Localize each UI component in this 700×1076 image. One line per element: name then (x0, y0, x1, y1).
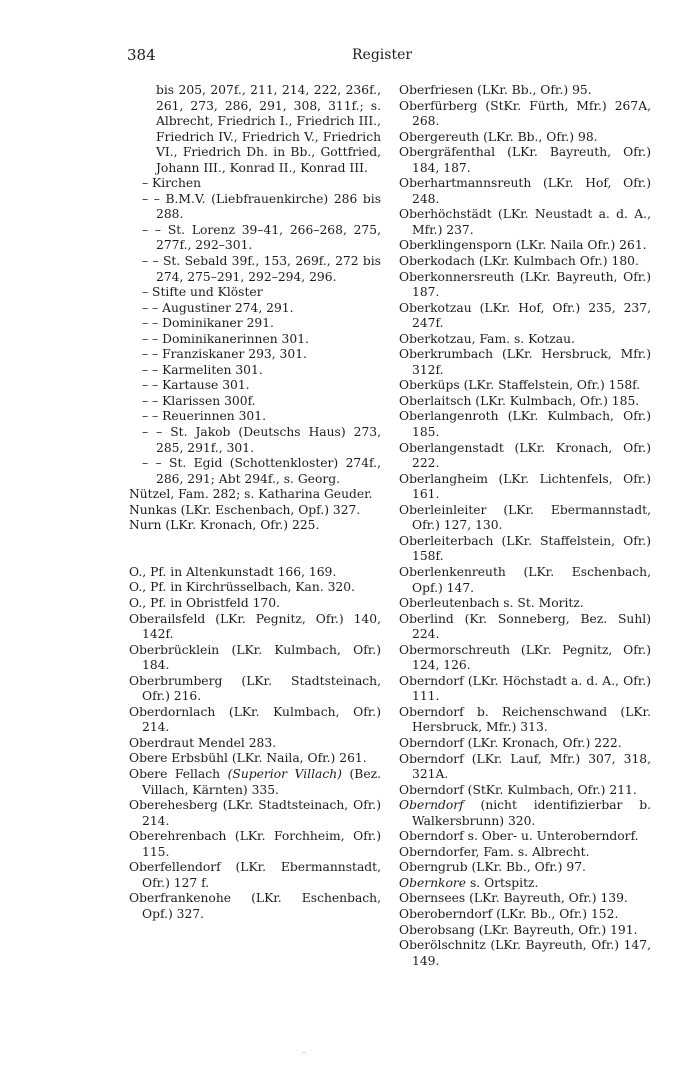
index-entry (129, 316, 381, 332)
entry-text: Oberhartmannsreuth (LKr. Hof, Ofr.) 248. (399, 176, 651, 206)
entry-text: Obergräfenthal (LKr. Bayreuth, Ofr.) 184, 187. (399, 145, 651, 175)
entry-text: – Stifte und Klöster (142, 285, 263, 300)
entry-text: Oberndorf (LKr. Höchstadt a. d. A., Ofr.) 111. (399, 673, 651, 704)
entry-text: Oberoberndorf (LKr. Bb., Ofr.) 152. (399, 906, 619, 921)
index-entry (129, 767, 381, 798)
entry-text: – – Franziskaner 293, 301. (142, 347, 307, 362)
page-mark (303, 1052, 305, 1053)
index-entry (399, 503, 651, 534)
entry-text: – – St. Jakob (Deutschs Haus) 273, 285, 291f., 301. (142, 425, 381, 455)
index-entry (129, 674, 381, 705)
entry-text: Oberkotzau, Fam. s. Kotzau. (399, 331, 575, 346)
entry-text: Oberölschnitz (LKr. Bayreuth, Ofr.) 147, 149. (399, 938, 651, 968)
index-entry (399, 472, 651, 503)
index-entry (129, 518, 381, 534)
index-entry (399, 565, 651, 596)
running-title: Register (352, 47, 413, 63)
index-entry (129, 176, 381, 192)
index-entry (129, 425, 381, 456)
entry-text: Oberhöchstädt (LKr. Neustadt a. d. A., Mfr.) 237. (399, 207, 651, 237)
entry-text: Oberlangenstadt (LKr. Kronach, Ofr.) 222. (399, 440, 651, 471)
index-entry (399, 923, 651, 939)
index-entry (399, 674, 651, 705)
index-entry (399, 394, 651, 410)
index-entry (129, 751, 381, 767)
entry-rest: s. Ortspitz. (466, 875, 539, 890)
entry-text: Oberkonnersreuth (LKr. Bayreuth, Ofr.) 187. (399, 269, 651, 300)
index-entry (129, 612, 381, 643)
entry-text: – – Kartause 301. (142, 378, 250, 393)
index-entry (129, 798, 381, 829)
entry-text: Oberlangenroth (LKr. Kulmbach, Ofr.) 185. (399, 409, 651, 440)
entry-italic: Oberndorf (399, 798, 464, 813)
entry-text: Oberkodach (LKr. Kulmbach Ofr.) 180. (399, 254, 639, 269)
index-entry (399, 254, 651, 270)
entry-text: O., Pf. in Obristfeld 170. (129, 595, 280, 610)
entry-text: Oberehrenbach (LKr. Forchheim, Ofr.) 115. (129, 829, 381, 859)
entry-text: Oberfürberg (StKr. Fürth, Mfr.) 267A, 268. (399, 98, 651, 129)
index-entry (129, 829, 381, 860)
entry-text: Oberlenkenreuth (LKr. Eschenbach, Opf.) 147. (399, 564, 651, 595)
entry-italic: (Superior Villach) (227, 766, 342, 781)
entry-text: – Kirchen (142, 176, 202, 191)
entry-text: – – Reuerinnen 301. (142, 409, 266, 424)
index-entry (129, 643, 381, 674)
entry-text: Nunkas (LKr. Eschenbach, Opf.) 327. (129, 502, 361, 517)
entry-text: Oberehesberg (LKr. Stadtsteinach, Ofr.) 214. (129, 798, 381, 828)
index-entry (129, 301, 381, 317)
index-entry (129, 891, 381, 922)
entry-text: Oberbrücklein (LKr. Kulmbach, Ofr.) 184. (129, 642, 381, 673)
index-entry (399, 145, 651, 176)
entry-text: Oberleutenbach s. St. Moritz. (399, 596, 584, 611)
index-entry (129, 705, 381, 736)
entry-text: Obere Fellach (129, 766, 221, 781)
index-entry (399, 534, 651, 565)
index-entry (399, 270, 651, 301)
index-entry (399, 409, 651, 440)
index-entry (129, 565, 381, 581)
entry-text: Obergereuth (LKr. Bb., Ofr.) 98. (399, 129, 598, 144)
entry-text: Oberkotzau (LKr. Hof, Ofr.) 235, 237, 247f. (399, 300, 651, 331)
page-number: 384 (127, 46, 156, 64)
entry-text: Oberndorf (LKr. Lauf, Mfr.) 307, 318, 321A. (399, 751, 651, 782)
entry-text: – – St. Egid (Schottenkloster) 274f., 286, 291; Abt 294f., s. Georg. (142, 456, 381, 486)
entry-text: Oberndorf b. Reichenschwand (LKr. Hersbruck, Mfr.) 313. (399, 704, 651, 735)
entry-text: Nützel, Fam. 282; s. Katharina Geuder. (129, 487, 373, 502)
entry-text: Oberndorf (LKr. Kronach, Ofr.) 222. (399, 735, 622, 750)
index-entry (129, 580, 381, 596)
entry-text: Obere Erbsbühl (LKr. Naila, Ofr.) 261. (129, 751, 367, 766)
left-column (129, 83, 381, 922)
index-entry (399, 347, 651, 378)
index-entry (129, 285, 381, 301)
index-entry (399, 783, 651, 799)
entry-rest: (Bez. Villach, Kärnten) 335. (142, 766, 381, 797)
entry-text: O., Pf. in Kirchrüsselbach, Kan. 320. (129, 580, 355, 595)
index-entry (399, 798, 651, 829)
index-entry (129, 363, 381, 379)
index-entry (399, 891, 651, 907)
index-entry (399, 907, 651, 923)
index-entry (399, 176, 651, 207)
index-entry (129, 192, 381, 223)
entry-text: Oberndorf s. Ober- u. Unteroberndorf. (399, 829, 639, 844)
entry-text: Oberklingensporn (LKr. Naila Ofr.) 261. (399, 238, 647, 253)
right-column (399, 83, 651, 969)
entry-text: Nurn (LKr. Kronach, Ofr.) 225. (129, 518, 320, 533)
index-entry (129, 332, 381, 348)
entry-text: Oberndorf (StKr. Kulmbach, Ofr.) 211. (399, 782, 637, 797)
entry-text: – – St. Sebald 39f., 153, 269f., 272 bis 274, 275–291, 292–294, 296. (142, 254, 381, 284)
entry-text: Oberfriesen (LKr. Bb., Ofr.) 95. (399, 83, 592, 97)
index-entry (129, 409, 381, 425)
entry-text: – – Klarissen 300f. (142, 393, 256, 408)
index-entry (129, 347, 381, 363)
entry-text: Oberkrumbach (LKr. Hersbruck, Mfr.) 312f. (399, 347, 651, 377)
index-entry (399, 938, 651, 969)
entry-text: – – St. Lorenz 39–41, 266–268, 275, 277f., 292–301. (142, 222, 381, 253)
entry-italic: Obernkore (399, 875, 467, 890)
index-entry (399, 378, 651, 394)
index-entry (399, 752, 651, 783)
entry-text: Oberngrub (LKr. Bb., Ofr.) 97. (399, 860, 586, 875)
entry-text: Obernsees (LKr. Bayreuth, Ofr.) 139. (399, 891, 628, 906)
entry-text: bis 205, 207f., 211, 214, 222, 236f., 261, 273, 286, 291, 308, 311f.; s. Albrecht, Friedrich I., Friedrich III., Friedrich IV., Friedrich V., Friedrich VI., Friedrich Dh. in Bb., Gottfried, Johann III., Konrad II., Konrad III. (156, 83, 381, 175)
index-entry (399, 332, 651, 348)
index-entry (399, 705, 651, 736)
index-entry (399, 99, 651, 130)
index-entry (399, 876, 651, 892)
index-entry (129, 456, 381, 487)
index-entry (399, 736, 651, 752)
index-entry (129, 736, 381, 752)
index-entry (129, 596, 381, 612)
index-entry (129, 860, 381, 891)
entry-text: Oberobsang (LKr. Bayreuth, Ofr.) 191. (399, 922, 638, 937)
entry-text: – – B.M.V. (Liebfrauenkirche) 286 bis 288. (142, 191, 381, 222)
index-entry (129, 394, 381, 410)
entry-text: Oberlaitsch (LKr. Kulmbach, Ofr.) 185. (399, 393, 640, 408)
index-entry (399, 643, 651, 674)
entry-text: Oberküps (LKr. Staffelstein, Ofr.) 158f. (399, 378, 641, 393)
entry-text: Oberfrankenohe (LKr. Eschenbach, Opf.) 327. (129, 891, 381, 921)
index-entry (399, 207, 651, 238)
entry-text: – – Dominikaner 291. (142, 316, 274, 331)
entry-text: Oberleiterbach (LKr. Staffelstein, Ofr.) 158f. (399, 533, 651, 564)
index-entry (399, 845, 651, 861)
index-entry (399, 301, 651, 332)
entry-text: Oberfellendorf (LKr. Ebermannstadt, Ofr.) 127 f. (129, 860, 381, 890)
entry-text: Oberlangheim (LKr. Lichtenfels, Ofr.) 161. (399, 471, 651, 502)
index-entry (399, 860, 651, 876)
entry-text: – – Karmeliten 301. (142, 362, 263, 377)
entry-text: Oberlind (Kr. Sonneberg, Bez. Suhl) 224. (399, 611, 651, 642)
index-entry (129, 503, 381, 519)
entry-text: Oberleinleiter (LKr. Ebermannstadt, Ofr.) 127, 130. (399, 502, 651, 533)
entry-text: Oberdornlach (LKr. Kulmbach, Ofr.) 214. (129, 704, 381, 735)
entry-text: Oberdraut Mendel 283. (129, 735, 277, 750)
entry-text: Obermorschreuth (LKr. Pegnitz, Ofr.) 124, 126. (399, 642, 651, 673)
index-entry (129, 378, 381, 394)
entry-text: Oberndorfer, Fam. s. Albrecht. (399, 844, 590, 859)
entry-text: Oberbrumberg (LKr. Stadtsteinach, Ofr.) 216. (129, 673, 381, 704)
entry-text: Oberailsfeld (LKr. Pegnitz, Ofr.) 140, 142f. (129, 611, 381, 642)
index-entry (129, 223, 381, 254)
entry-text: O., Pf. in Altenkunstadt 166, 169. (129, 564, 337, 579)
index-entry (129, 487, 381, 503)
index-entry (399, 238, 651, 254)
index-entry (399, 612, 651, 643)
entry-text: – – Dominikanerinnen 301. (142, 331, 309, 346)
entry-text: – – Augustiner 274, 291. (142, 300, 294, 315)
index-entry (399, 829, 651, 845)
index-entry (399, 441, 651, 472)
index-entry (399, 83, 651, 99)
index-entry (129, 83, 381, 176)
index-entry (399, 130, 651, 146)
entry-rest: (nicht identifizierbar b. Walkersbrunn) 320. (412, 798, 651, 828)
index-entry (399, 596, 651, 612)
index-entry (129, 254, 381, 285)
